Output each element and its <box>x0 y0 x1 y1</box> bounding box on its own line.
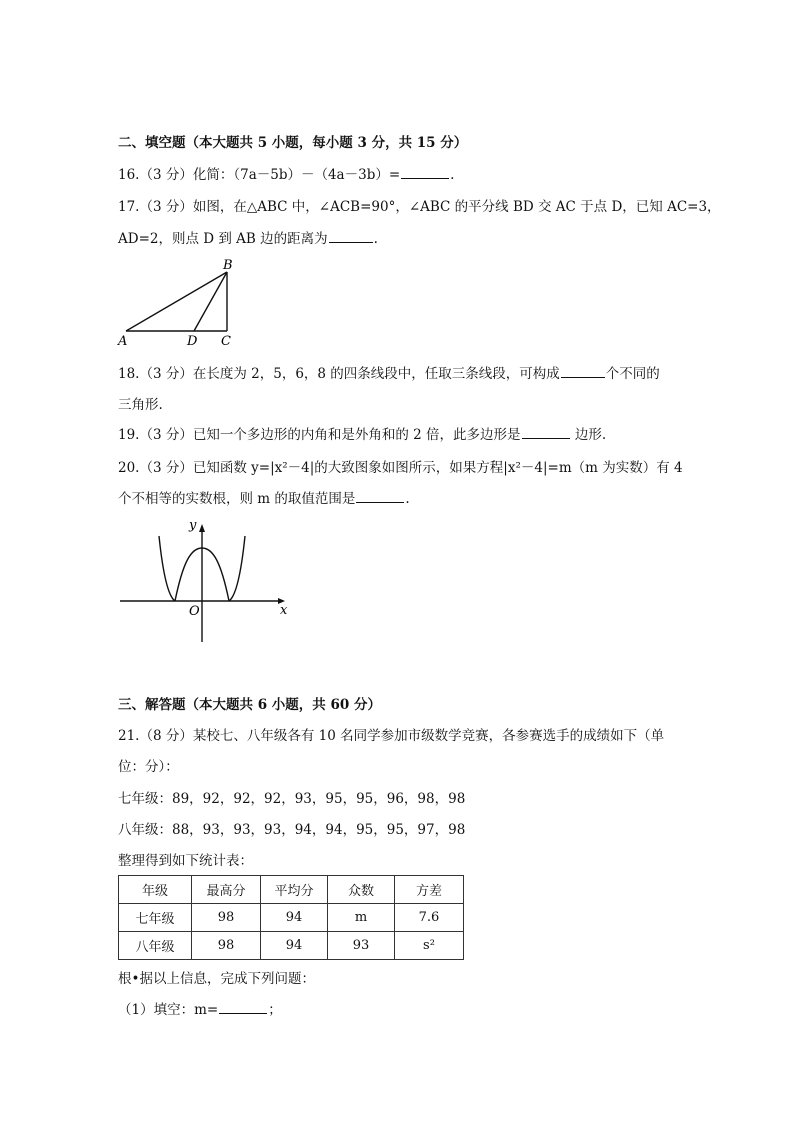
question-20-end: . <box>405 491 410 507</box>
side-ab <box>126 272 227 331</box>
after-table-text: 根•据以上信息，完成下列问题： <box>118 971 315 987</box>
label-a: A <box>118 334 128 349</box>
left-branch <box>159 536 175 601</box>
table-cell: 93 <box>328 932 395 960</box>
triangle-figure <box>114 255 244 350</box>
table-header-cell: 年级 <box>119 876 192 904</box>
table-cell: 七年级 <box>119 904 192 932</box>
question-21-sub1-text: （1）填空：m= <box>118 1002 219 1018</box>
question-21-line1: 21.（8 分）某校七、八年级各有 10 名同学参加市级数学竞赛，各参赛选手的成绩如下（单 <box>118 728 665 744</box>
answer-blank-18[interactable] <box>561 365 605 378</box>
label-y: y <box>189 518 197 533</box>
question-21-line2: 位：分）： <box>118 759 179 775</box>
label-o: O <box>189 604 200 619</box>
statistics-table <box>118 875 464 960</box>
table-row <box>119 932 464 960</box>
question-17-line2-text: AD=2，则点 D 到 AB 边的距离为 <box>118 231 328 247</box>
right-branch <box>229 536 245 601</box>
question-21-sub1 <box>118 1001 282 1019</box>
grade8-scores: 八年级：88，93，93，93，94，94，95，95，97，98 <box>118 822 466 838</box>
answer-blank-19[interactable] <box>522 426 570 439</box>
table-row <box>119 904 464 932</box>
answer-blank-17[interactable] <box>329 230 373 243</box>
answer-blank-21-1[interactable] <box>219 1001 267 1014</box>
y-axis-arrow <box>199 524 205 532</box>
label-c: C <box>221 334 231 349</box>
table-cell: 八年级 <box>119 932 192 960</box>
question-20-line2 <box>118 490 410 508</box>
table-cell: 94 <box>261 904 328 932</box>
answer-blank-16[interactable] <box>401 166 449 179</box>
table-cell: 94 <box>261 932 328 960</box>
question-16-text: 16.（3 分）化简：（7a－5b）－（4a－3b）= <box>118 167 401 183</box>
table-intro: 整理得到如下统计表： <box>118 853 253 869</box>
section-heading-solutions: 三、解答题（本大题共 6 小题，共 60 分） <box>118 697 381 713</box>
table-header-cell: 平均分 <box>261 876 328 904</box>
question-17-line2 <box>118 230 378 248</box>
label-d: D <box>187 334 198 349</box>
question-20-line2-text: 个不相等的实数根，则 m 的取值范围是 <box>118 491 356 507</box>
table-cell: m <box>328 904 395 932</box>
table-header-cell: 最高分 <box>192 876 261 904</box>
label-x: x <box>280 603 288 618</box>
question-19-after: 边形. <box>570 427 607 443</box>
table-cell: 98 <box>192 904 261 932</box>
question-19 <box>118 426 606 444</box>
question-18-line1 <box>118 365 660 383</box>
question-20-line1: 20.（3 分）已知函数 y=|x²－4|的大致图象如图所示，如果方程|x²－4|=m（m 为实数）有 4 <box>118 460 683 476</box>
function-graph-figure <box>115 512 295 647</box>
question-17-end: . <box>373 231 378 247</box>
grade7-scores: 七年级：89，92，92，92，93，95，95，96，98，98 <box>118 791 466 807</box>
table-header-cell: 众数 <box>328 876 395 904</box>
question-18-line2: 三角形. <box>118 397 163 413</box>
question-16-end: . <box>450 167 455 183</box>
section-heading-fill-in: 二、填空题（本大题共 5 小题，每小题 3 分，共 15 分） <box>118 135 468 151</box>
question-18-text: 18.（3 分）在长度为 2，5，6，8 的四条线段中，任取三条线段，可构成 <box>118 366 560 382</box>
question-16 <box>118 166 454 184</box>
answer-blank-20[interactable] <box>356 490 404 503</box>
table-cell: s² <box>395 932 464 960</box>
question-17-line1: 17.（3 分）如图，在△ABC 中，∠ACB=90°，∠ABC 的平分线 BD 交 AC 于点 D，已知 AC=3， <box>118 199 721 215</box>
table-header-cell: 方差 <box>395 876 464 904</box>
label-b: B <box>223 258 233 273</box>
table-cell: 7.6 <box>395 904 464 932</box>
question-21-sub1-end: ； <box>268 1002 282 1018</box>
table-cell: 98 <box>192 932 261 960</box>
question-19-text: 19.（3 分）已知一个多边形的内角和是外角和的 2 倍，此多边形是 <box>118 427 521 443</box>
question-18-after: 个不同的 <box>605 366 660 382</box>
table-header-row <box>119 876 464 904</box>
